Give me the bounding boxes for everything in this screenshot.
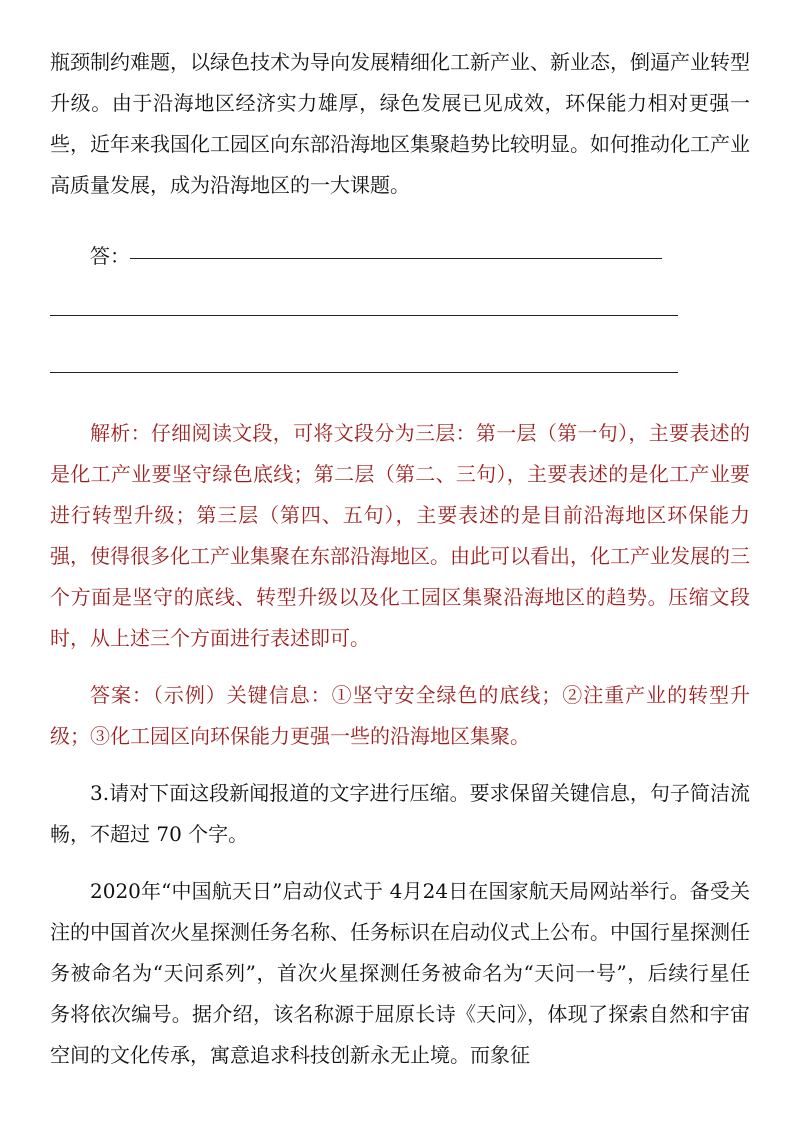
answer-paragraph: 答案：（示例）关键信息：①坚守安全绿色的底线；②注重产业的转型升级；③化工园区向环保能力更强一些的沿海地区集聚。 <box>50 683 750 748</box>
answer-blank-2[interactable] <box>50 314 678 316</box>
question-3: 3.请对下面这段新闻报道的文字进行压缩。要求保留关键信息，句子简洁流畅，不超过 70 个字。 <box>50 781 750 846</box>
passage-tail: 瓶颈制约难题，以绿色技术为导向发展精细化工新产业、新业态，倒逼产业转型升级。由于沿海地区经济实力雄厚，绿色发展已见成效，环保能力相对更强一些，近年来我国化工园区向东部沿海地区集聚趋势比较明显。如何推动化工产业高质量发展，成为沿海地区的一大课题。 <box>50 50 750 197</box>
document-page <box>50 42 750 1076</box>
answer-line-1[interactable] <box>50 228 750 285</box>
answer-blank-1[interactable] <box>130 257 662 259</box>
answer-prompt: 答： <box>90 244 130 268</box>
answer-blank-3[interactable] <box>50 371 678 373</box>
answer-line-3[interactable] <box>50 342 750 399</box>
analysis-paragraph: 解析：仔细阅读文段，可将文段分为三层：第一层（第一句），主要表述的是化工产业要坚守绿色底线；第二层（第二、三句），主要表述的是化工产业要进行转型升级；第三层（第四、五句），主要表述的是目前沿海地区环保能力强，使得很多化工产业集聚在东部沿海地区。由此可以看出，化工产业发展的三个方面是坚守的底线、转型升级以及化工园区集聚沿海地区的趋势。压缩文段时，从上述三个方面进行表述即可。 <box>50 421 750 650</box>
answer-line-2[interactable] <box>50 285 750 342</box>
news-paragraph: 2020年“中国航天日”启动仪式于 4月24日在国家航天局网站举行。备受关注的中国首次火星探测任务名称、任务标识在启动仪式上公布。中国行星探测任务被命名为“天问系列”，首次火星探测任务被命名为“天问一号”，后续行星任务将依次编号。据介绍，该名称源于屈原长诗《天问》，体现了探索自然和宇宙空间的文化传承，寓意追求科技创新永无止境。而象征 <box>50 879 750 1067</box>
